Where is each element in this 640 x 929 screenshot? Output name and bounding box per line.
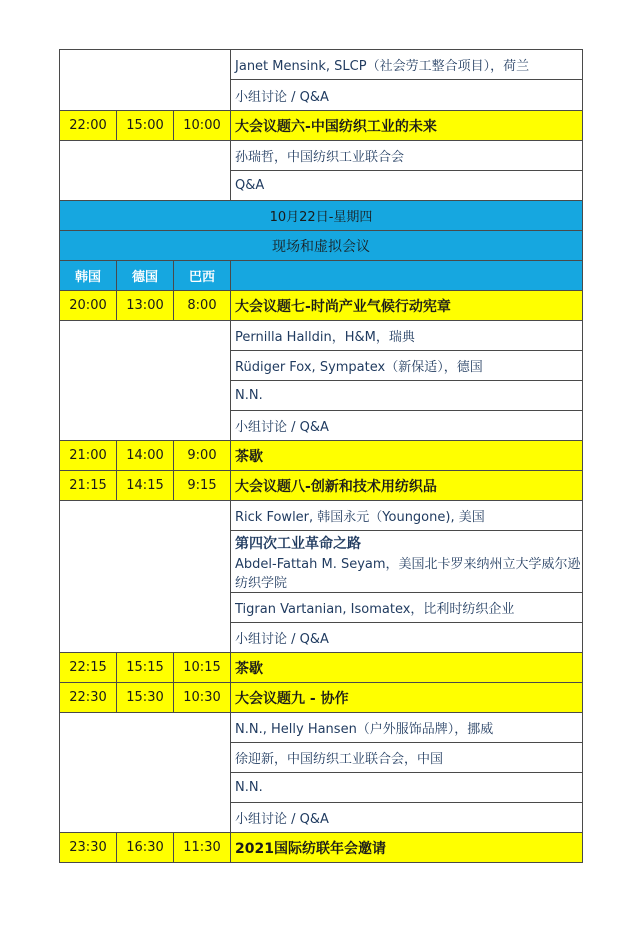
blank-time-cell [60, 321, 231, 441]
session-type: 现场和虚拟会议 [60, 231, 583, 261]
speaker-cell: 小组讨论 / Q&A [231, 411, 583, 441]
speaker-cell: 小组讨论 / Q&A [231, 623, 583, 653]
speaker-cell: Pernilla Halldin，H&M，瑞典 [231, 321, 583, 351]
time-korea: 22:15 [60, 653, 117, 683]
speaker-row [60, 501, 583, 531]
blank-time-cell [60, 50, 231, 111]
column-header-row [60, 261, 583, 291]
speaker-cell: 小组讨论 / Q&A [231, 80, 583, 111]
break-row [60, 653, 583, 683]
session-row [60, 683, 583, 713]
time-germany: 13:00 [117, 291, 174, 321]
session-row [60, 471, 583, 501]
time-germany: 14:15 [117, 471, 174, 501]
speaker-cell: Janet Mensink, SLCP（社会劳工整合项目），荷兰 [231, 50, 583, 80]
speaker-cell: Rick Fowler, 韩国永元（Youngone), 美国 [231, 501, 583, 531]
speaker-cell: 徐迎新，中国纺织工业联合会，中国 [231, 743, 583, 773]
time-korea: 22:30 [60, 683, 117, 713]
time-brazil: 10:15 [174, 653, 231, 683]
time-korea: 23:30 [60, 833, 117, 863]
time-brazil: 11:30 [174, 833, 231, 863]
session-title: 大会议题六-中国纺织工业的未来 [231, 111, 583, 141]
session-title: 大会议题九 - 协作 [231, 683, 583, 713]
break-title: 茶歇 [231, 441, 583, 471]
time-germany: 15:30 [117, 683, 174, 713]
blank-time-cell [60, 501, 231, 653]
speaker-row [60, 141, 583, 171]
speaker-cell: Rüdiger Fox, Sympatex（新保适），德国 [231, 351, 583, 381]
time-germany: 15:00 [117, 111, 174, 141]
time-korea: 20:00 [60, 291, 117, 321]
day-header-row [60, 201, 583, 231]
session-title: 大会议题七-时尚产业气候行动宪章 [231, 291, 583, 321]
session-title: 2021国际纺联年会邀请 [231, 833, 583, 863]
time-brazil: 10:30 [174, 683, 231, 713]
speaker-cell: N.N., Helly Hansen（户外服饰品牌），挪威 [231, 713, 583, 743]
blank-time-cell [60, 713, 231, 833]
speaker-row [60, 50, 583, 80]
blank-time-cell [60, 141, 231, 201]
time-germany: 14:00 [117, 441, 174, 471]
break-title: 茶歇 [231, 653, 583, 683]
session-row [60, 833, 583, 863]
time-korea: 21:15 [60, 471, 117, 501]
speaker-cell: N.N. [231, 381, 583, 411]
speaker-cell [231, 531, 583, 593]
day-header: 10月22日-星期四 [60, 201, 583, 231]
topic-subtitle: 第四次工业革命之路 [235, 535, 362, 552]
time-brazil: 9:00 [174, 441, 231, 471]
speaker-row [60, 713, 583, 743]
agenda-table [59, 49, 583, 863]
time-korea: 21:00 [60, 441, 117, 471]
time-germany: 15:15 [117, 653, 174, 683]
time-brazil: 10:00 [174, 111, 231, 141]
speaker-cell: Q&A [231, 171, 583, 201]
time-germany: 16:30 [117, 833, 174, 863]
speaker-cell: N.N. [231, 773, 583, 803]
time-brazil: 9:15 [174, 471, 231, 501]
speaker-cell: 小组讨论 / Q&A [231, 803, 583, 833]
time-korea: 22:00 [60, 111, 117, 141]
session-type-row [60, 231, 583, 261]
header-brazil: 巴西 [174, 261, 231, 291]
header-blank [231, 261, 583, 291]
break-row [60, 441, 583, 471]
header-germany: 德国 [117, 261, 174, 291]
session-row [60, 291, 583, 321]
session-title: 大会议题八-创新和技术用纺织品 [231, 471, 583, 501]
time-brazil: 8:00 [174, 291, 231, 321]
speaker-text: Abdel-Fattah M. Seyam，美国北卡罗来纳州立大学威尔逊纺织学院 [235, 556, 581, 591]
session-row [60, 111, 583, 141]
speaker-cell: Tigran Vartanian, Isomatex，比利时纺织企业 [231, 593, 583, 623]
header-korea: 韩国 [60, 261, 117, 291]
speaker-row [60, 321, 583, 351]
speaker-cell: 孙瑞哲，中国纺织工业联合会 [231, 141, 583, 171]
